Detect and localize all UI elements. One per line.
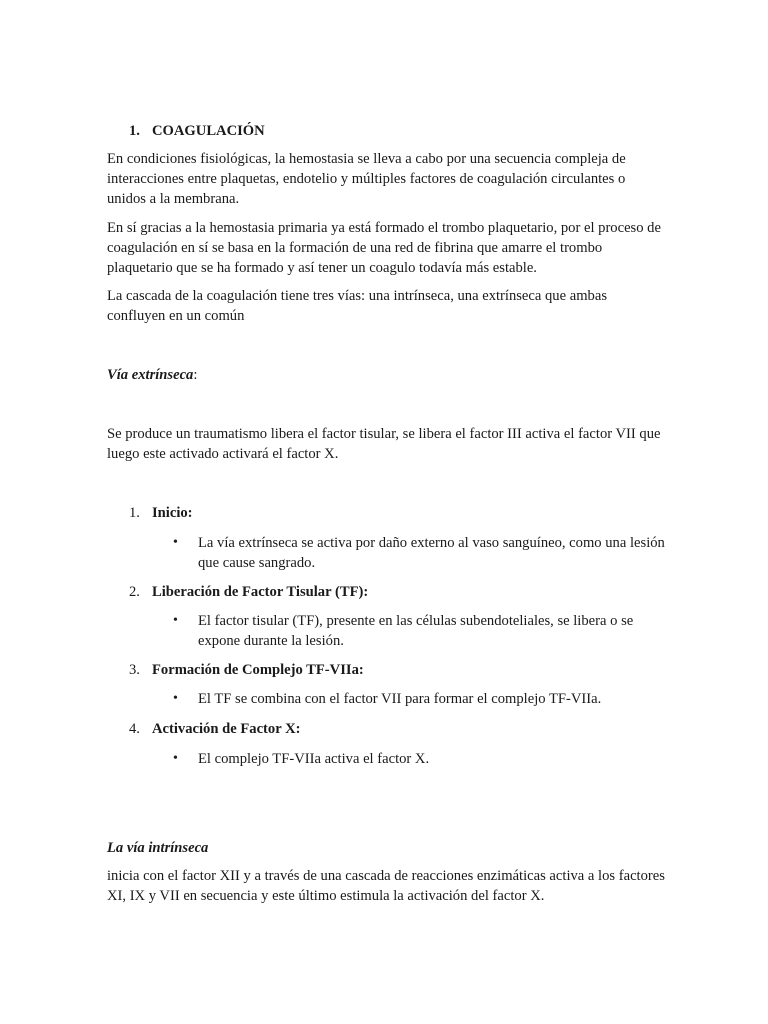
intro-paragraph-2: En sí gracias a la hemostasia primaria ya está formado el trombo plaquetario, por el proceso de coagulación en sí se basa en la formación de una red de fibrina que amarre el trombo plaquetario que se ha formado y así tener un coagulo todavía más estable. bbox=[107, 220, 661, 276]
extrinsic-heading bbox=[107, 365, 197, 385]
step-number-3: 3. bbox=[129, 662, 140, 678]
step-bullet-3: El TF se combina con el factor VII para formar el complejo TF-VIIa. bbox=[198, 691, 602, 707]
intro-paragraph-1: En condiciones fisiológicas, la hemostasia se lleva a cabo por una secuencia compleja de interacciones entre plaquetas, endotelio y múltiples factores de coagulación circulantes o unidos a la membrana. bbox=[107, 151, 626, 207]
step-bullet-4: El complejo TF-VIIa activa el factor X. bbox=[198, 751, 430, 767]
section-title: COAGULACIÓN bbox=[152, 123, 265, 139]
extrinsic-title: Vía extrínseca bbox=[107, 367, 194, 383]
step-number-2: 2. bbox=[129, 584, 140, 600]
bullet-icon: • bbox=[173, 691, 178, 706]
step-number-4: 4. bbox=[129, 721, 140, 737]
step-bullet-2: El factor tisular (TF), presente en las células subendoteliales, se libera o se expone durante la lesión. bbox=[198, 613, 634, 649]
step-label-1: Inicio: bbox=[152, 505, 193, 521]
extrinsic-title-suffix: : bbox=[193, 367, 198, 383]
intrinsic-description: inicia con el factor XII y a través de una cascada de reacciones enzimáticas activa a los factores XI, IX y VII en secuencia y este último estimula la activación del factor X. bbox=[107, 868, 665, 904]
bullet-icon: • bbox=[173, 613, 178, 628]
bullet-icon: • bbox=[173, 751, 178, 766]
intro-paragraph-3: La cascada de la coagulación tiene tres vías: una intrínseca, una extrínseca que ambas confluyen en un común bbox=[107, 288, 608, 324]
step-bullet-1: La vía extrínseca se activa por daño externo al vaso sanguíneo, como una lesión que cause sangrado. bbox=[198, 535, 665, 571]
section-number: 1. bbox=[129, 123, 140, 139]
intrinsic-title: La vía intrínseca bbox=[107, 840, 209, 856]
step-number-1: 1. bbox=[129, 505, 140, 521]
bullet-icon: • bbox=[173, 535, 178, 550]
step-label-4: Activación de Factor X: bbox=[152, 721, 301, 737]
step-label-3: Formación de Complejo TF-VIIa: bbox=[152, 662, 364, 678]
extrinsic-description: Se produce un traumatismo libera el factor tisular, se libera el factor III activa el factor VII que luego este activado activará el factor X. bbox=[107, 426, 661, 462]
step-label-2: Liberación de Factor Tisular (TF): bbox=[152, 584, 369, 600]
